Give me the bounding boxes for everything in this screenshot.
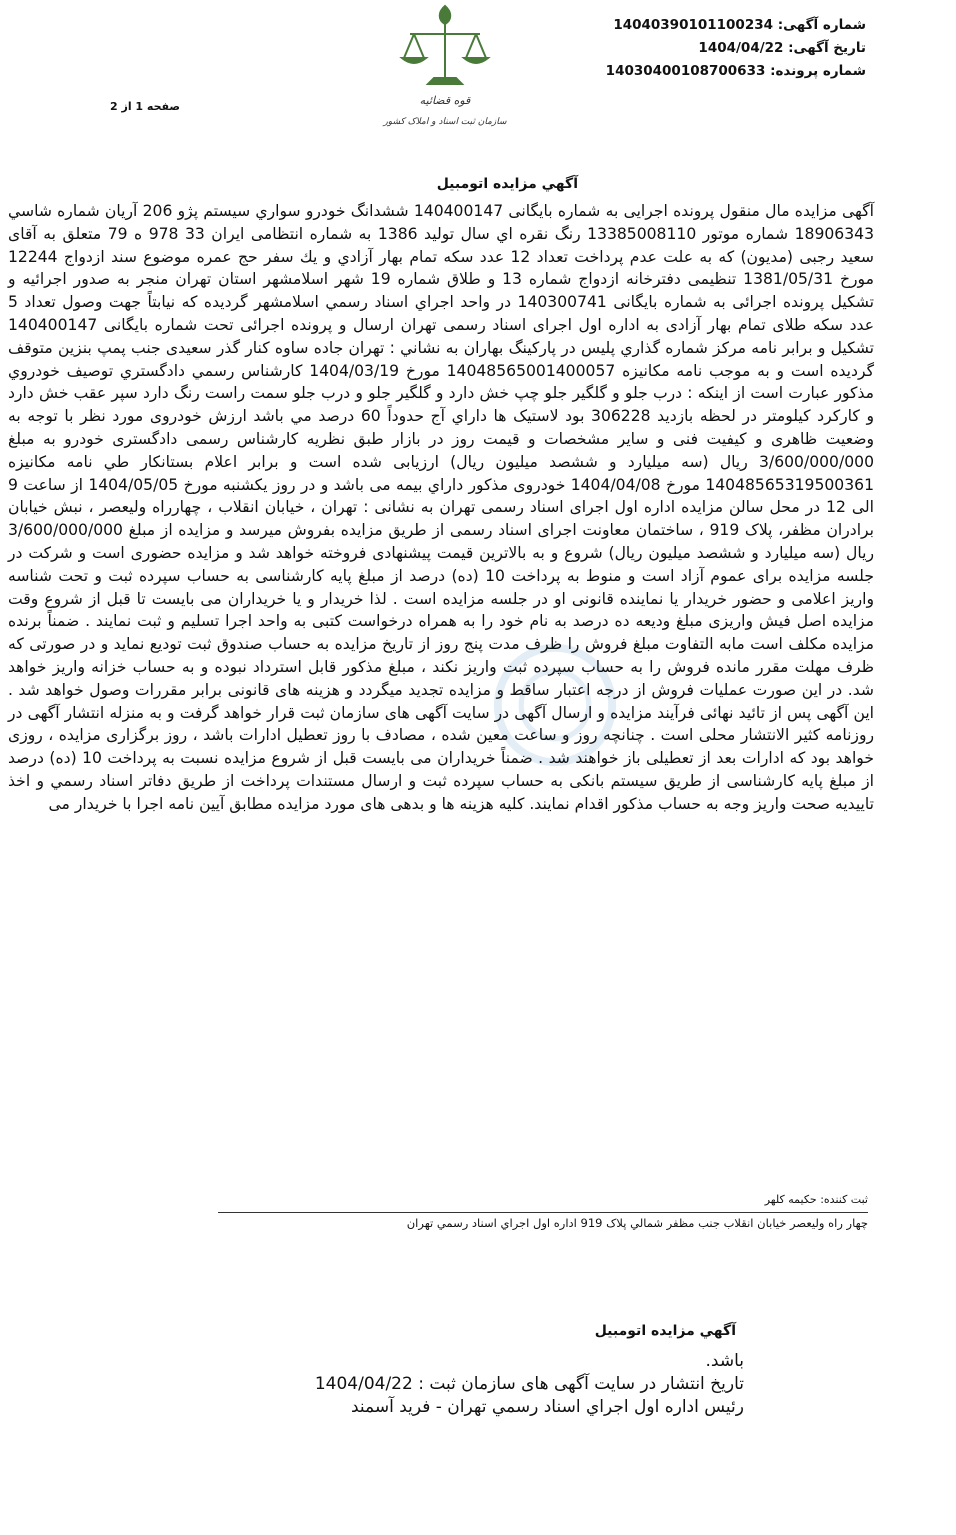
- divider: [218, 1212, 868, 1213]
- ad-number: 14040390101100234: [613, 17, 773, 33]
- ad-date-row: [606, 37, 866, 60]
- case-number-label: شماره پرونده:: [770, 63, 866, 79]
- page2-content: [315, 1350, 744, 1419]
- svg-text:سازمان ثبت اسناد و املاک کشور: سازمان ثبت اسناد و املاک کشور: [383, 117, 507, 127]
- svg-text:قوه قضائیه: قوه قضائیه: [419, 94, 471, 107]
- ad-number-row: [606, 14, 866, 37]
- case-number: 14030400108700633: [605, 63, 766, 79]
- office-address: چهار راه وليعصر خيابان انقلاب جنب مظفر شمالي پلاک 919 اداره اول اجراي اسناد رسمي تهران: [406, 1216, 868, 1230]
- ad-number-label: شماره آگهی:: [777, 17, 866, 33]
- page2-line: باشد.: [705, 1351, 744, 1371]
- ad-date: 1404/04/22: [698, 40, 784, 56]
- ad-metadata: [606, 14, 866, 83]
- page-indicator: صفحه 1 از 2: [110, 100, 181, 113]
- page2-title: آگهي مزايده اتومبيل: [594, 1323, 736, 1339]
- ad-date-label: تاریخ آگهی:: [788, 40, 866, 56]
- notice-title: آگهي مزايده اتومبيل: [436, 176, 578, 192]
- publish-date-line: تاریخ انتشار در سایت آگهی های سازمان ثبت : 1404/04/22: [314, 1374, 744, 1394]
- registrar: ثبت كننده: حکیمه کلهر: [764, 1193, 868, 1206]
- judiciary-scales-emblem-icon: [380, 0, 510, 140]
- case-number-row: [606, 60, 866, 83]
- signatory-line: رئیس اداره اول اجراي اسناد رسمي تهران - فرید آسمند: [350, 1397, 744, 1417]
- notice-body: آگهی مزایده مال منقول پرونده اجرایی به شماره بایگانی 140400147 ششدانگ خودرو سواري سيستم پژو 206 آريان شماره شاسي 18906343 شماره موتور 13385008110 رنگ نقره اي سال توليد 1386 به شماره انتظامی ایران 33 978 ه 79 متعلق به آقای سعید رجبی (مدیون) که به علت عدم پرداخت تعداد 12 عدد سکه تمام بهار آزادي و يك سفر حج عمره موضوع سند ازدواج 12244 مورخ 1381/05/31 تنظیمی دفترخانه ازدواج شماره 13 و طلاق شماره 19 شهر اسلامشهر استان تهران منجر به صدور اجرائیه و تشکیل پرونده اجرائی به شماره بایگانی 140300741 در واحد اجراي اسناد رسمي اسلامشهر گرديده که نيابتاً جهت وصول تعداد 5 عدد سکه طلای تمام بهار آزادی به اداره اول اجرای اسناد رسمی تهران ارسال و پرونده اجرائی تحت شماره بایگانی 140400147 تشکیل و برابر نامه مرکز شماره گذاري پليس در پارکینگ بهاران به نشاني : تهران جاده ساوه کنار گذر سعیدی جنب پمپ بنزین متوقف گرديده است و به موجب نامه مکانیزه 14048565001400057 مورخ 1404/03/19 کارشناس رسمي دادگستري توصيف خودروي مذكور عبارت است از اينكه : درب جلو و گلگیر جلو چپ خش دارد و گلگیر جلو و درب جلو سمت راست رنگ دارد سپر عقب خش دارد و کارکرد کیلومتر در لحظه بازدید 306228 بود لاستيک ها داراي آج حدوداً 60 درصد مي باشد ارزش خودروی مورد نظر با توجه به وضعیت ظاهری و کیفیت فنی و سایر مشخصات و قیمت روز در بازار طبق نظریه کارشناس رسمی دادگستری خودرو به مبلغ 3/600/000/000 ريال (سه ميليارد و ششصد ميليون ريال) ارزیابی شده است و برابر اعلام بستانکار طي نامه مکانیزه 14048565319500361 مورخ 1404/04/08 خودروی مذکور داراي بیمه می باشد و در روز يکشنبه مورخ 1404/05/05 از ساعت 9 الی 12 در محل سالن مزایده اداره اول اجرای اسناد رسمی تهران به نشانی : تهران ، خیابان انقلاب ، چهارراه ولیعصر ، نبش خیابان برادران مظفر، پلاک 919 ، ساختمان معاونت اجرای اسناد رسمی از طریق مزایده بفروش میرسد و مزایده از مبلغ 3/600/000/000 ریال (سه میلیارد و ششصد میلیون ریال) شروع و به بالاترين قيمت پيشنهادی فروخته خواهد شد و مزایده حضوری است و شرکت در جلسه مزایده برای عموم آزاد است و منوط به پرداخت 10 (ده) درصد از مبلغ پایه کارشناسی به حساب سپرده ثبت و تحت شناسه واریز اعلامی و حضور خریدار یا نماینده قانونی او در جلسه مزایده است . لذا خریدار و یا خریداران می بایست تا قبل از شروع وقت مزایده اصل فیش واریزی مبلغ ودیعه ده درصد به نام خود را به همراه درخواست کتبی به واحد اجرا تسليم و ثبت نمايند . ضمناً برنده مزايده مکلف است مابه التفاوت مبلغ فروش را ظرف مدت پنج روز از تاريخ مزايده به حساب صندوق ثبت توديع نمايد و در صورتی که ظرف مهلت مقرر مانده فروش را به حساب سپرده ثبت واریز نکند ، مبلغ مذکور قابل استرداد نبوده و به حساب خزانه واريز خواهد شد. در اين صورت عمليات فروش از درجه اعتبار ساقط و مزايده تجديد ميگردد و هزينه های قانونی برابر مقررات وصول خواهد شد . اين آگهی پس از تائيد نهائی فرآيند مزايده و ارسال آگهی در سايت آگهی های سازمان ثبت قرار خواهد گرفت و به منزله انتشار آگهی در روزنامه کثير الانتشار محلی است . چنانچه روز و ساعت معين شده ، مصادف با روز تعطيل ادارات باشد ، روز برگزاری مزايده ، روزی خواهد بود که ادارات بعد از تعطيلی باز خواهند شد . ضمناً خريداران می بايست قبل از شروع مزايده نسبت به پرداخت 10 (ده) درصد از مبلغ پايه كارشناسی از طريق سيستم بانکی به حساب سپرده ثبت و ارسال مستندات پرداخت از طريق دفاتر اسناد رسمي و اخذ تاييديه صحت واريز وجه به حساب مذکور اقدام نمايند. كليه هزينه ها و بدهی های مورد مزايده مطابق آيين نامه اجرا با خريدار می: [8, 202, 875, 813]
